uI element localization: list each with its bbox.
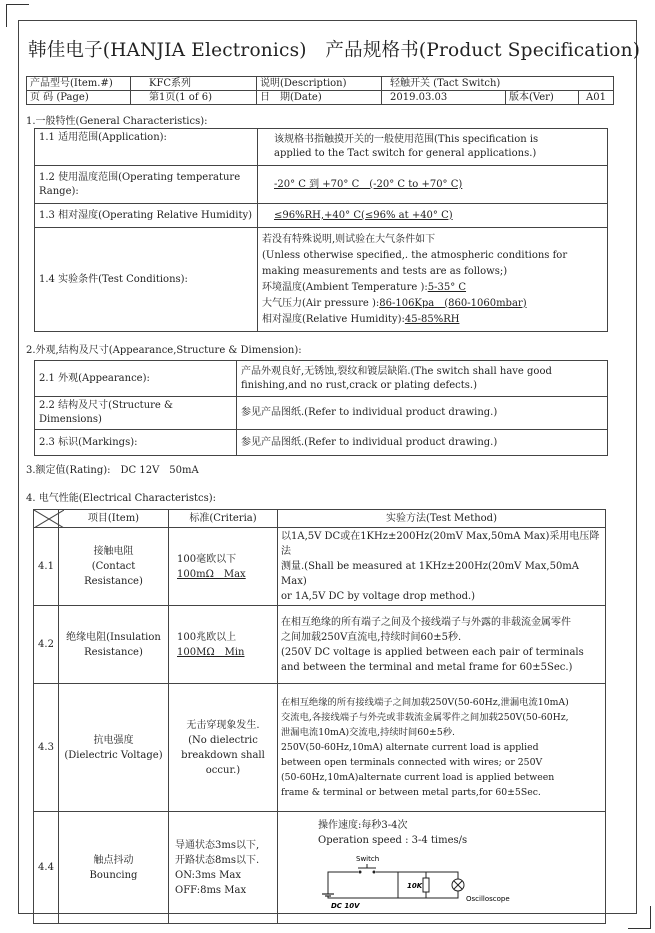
description-value: 轻触开关 (Tact Switch) xyxy=(382,77,614,91)
dielectric-voltage-criteria xyxy=(169,684,278,812)
switch-label: Switch xyxy=(356,855,380,863)
application-label-text: 1.1 适用范围(Application): xyxy=(39,132,167,143)
dielectric-voltage-method xyxy=(278,684,606,812)
contact-resistance-criteria xyxy=(169,528,278,606)
markings-label: 2.3 标识(Markings): xyxy=(35,430,237,456)
oscilloscope-lamp-icon xyxy=(452,879,464,891)
temperature-value-text: -20° C 到 +70° C (-20° C to +70° C) xyxy=(274,178,463,190)
date-label: 日 期(Date) xyxy=(257,91,382,105)
bouncing-method xyxy=(278,812,606,924)
row-4-3-number: 4.3 xyxy=(34,684,59,812)
insulation-resistance-criteria-en: 100MΩ Min xyxy=(177,646,245,658)
dc-voltage-label: DC 10V xyxy=(331,902,360,910)
appearance-value xyxy=(237,361,608,397)
dielectric-voltage-item xyxy=(59,684,169,812)
insulation-method-line4: and between the terminal and metal frame for 60±5Sec.) xyxy=(281,661,573,673)
item-column-header: 项目(Item) xyxy=(59,510,169,528)
test-conditions-value xyxy=(258,228,608,332)
section2-heading: 2.外观,结构及尺寸(Appearance,Structure & Dimension): xyxy=(26,345,302,356)
dielectric-criteria-line2: (No dielectric xyxy=(188,734,258,746)
test-conditions-line1: 若没有特殊说明,则试验在大气条件如下 xyxy=(262,233,436,245)
application-label xyxy=(35,129,258,166)
temperature-label xyxy=(35,166,258,204)
operation-speed-cn: 操作速度:每秒3-4次 xyxy=(318,820,408,831)
dielectric-method-line6: (50-60Hz,10mA)alternate current load is applied between xyxy=(281,772,555,783)
application-line1: 该规格书指触摸开关的一般使用范围(This specification is xyxy=(274,134,539,145)
description-label: 说明(Description) xyxy=(257,77,382,91)
dielectric-method-line2: 交流电,各接线端子与外壳或非载流金属零件之间加载250V(50-60Hz, xyxy=(281,712,569,723)
contact-resistance-criteria-cn: 100毫欧以下 xyxy=(177,553,237,565)
page-label: 页 码 (Page) xyxy=(27,91,131,105)
structure-label: 2.2 结构及尺寸(Structure & Dimensions) xyxy=(35,397,237,430)
dielectric-criteria-line1: 无击穿现象发生. xyxy=(186,719,260,731)
document-title: 韩佳电子(HANJIA Electronics) 产品规格书(Product Specification) xyxy=(28,40,641,61)
appearance-line2: finishing,and no rust,crack or plating defects.) xyxy=(241,379,478,391)
test-conditions-line3: making measurements and tests are as follows;) xyxy=(262,265,508,277)
humidity-label: 1.3 相对湿度(Operating Relative Humidity) xyxy=(35,204,258,228)
version-value: A01 xyxy=(579,91,614,105)
ambient-temperature-label: 环境温度(Ambient Temperature ): xyxy=(262,281,428,293)
operation-speed-en: Operation speed : 3-4 times/s xyxy=(318,835,468,846)
contact-resistance-en: (Contact Resistance) xyxy=(84,561,143,587)
bouncing-criteria-line2: 开路状态8ms以下. xyxy=(175,854,260,866)
section4-heading: 4. 电气性能(Electrical Characteristcs): xyxy=(26,493,217,504)
header-info-table xyxy=(26,76,614,105)
contact-resistance-item xyxy=(59,528,169,606)
rating-heading: 3.额定值(Rating): DC 12V 50mA xyxy=(26,465,199,476)
insulation-resistance-item xyxy=(59,606,169,684)
temperature-value xyxy=(258,166,608,204)
relative-humidity-value: 45-85%RH xyxy=(404,313,460,325)
temperature-label-line1: 1.2 使用温度范围(Operating temperature xyxy=(39,171,241,183)
page-value: 第1页(1 of 6) xyxy=(131,91,257,105)
date-value: 2019.03.03 xyxy=(382,91,506,105)
oscilloscope-label: Oscilloscope xyxy=(466,895,510,903)
insulation-method-line1: 在相互绝缘的所有端子之间及个接线端子与外露的非载流金属零件 xyxy=(281,616,571,628)
dielectric-voltage-cn: 抗电强度 xyxy=(93,734,134,746)
bouncing-en: Bouncing xyxy=(89,869,138,881)
contact-resistance-method-line1: 以1A,5V DC或在1KHz±200Hz(20mV Max,50mA Max)采用电压降法 xyxy=(281,531,600,557)
row-4-2-number: 4.2 xyxy=(34,606,59,684)
structure-value: 参见产品图纸.(Refer to individual product drawing.) xyxy=(237,397,608,430)
ambient-temperature-value: 5-35° C xyxy=(427,281,467,293)
dielectric-method-line5: between open terminals connected with wires; or 250V xyxy=(281,757,543,768)
application-line2: applied to the Tact switch for general applications.) xyxy=(274,148,537,159)
model-value: KFC系列 xyxy=(131,77,257,91)
humidity-value-text: ≤96%RH,+40° C(≤96% at +40° C) xyxy=(274,209,453,221)
dielectric-criteria-line4: occur.) xyxy=(205,764,241,776)
insulation-method-line3: (250V DC voltage is applied between each pair of terminals xyxy=(281,646,584,658)
bouncing-test-circuit-diagram xyxy=(318,850,518,910)
humidity-value xyxy=(258,204,608,228)
contact-resistance-method-line2: 测量.(Shall be measured at 1KHz±200Hz(20mV Max,50mA Max) xyxy=(281,561,580,587)
temperature-label-line2: Range): xyxy=(39,185,79,197)
contact-resistance-method-line3: or 1A,5V DC by voltage drop method.) xyxy=(281,591,476,602)
resistor-label: 10K xyxy=(407,882,423,890)
electrical-characteristics-table xyxy=(33,509,606,924)
bouncing-item xyxy=(59,812,169,924)
markings-value: 参见产品图纸.(Refer to individual product drawing.) xyxy=(237,430,608,456)
switch-icon xyxy=(358,864,376,874)
model-label: 产品型号(Item.#) xyxy=(27,77,131,91)
insulation-resistance-criteria xyxy=(169,606,278,684)
contact-resistance-cn: 接触电阻 xyxy=(93,546,134,557)
appearance-label: 2.1 外观(Appearance): xyxy=(35,361,237,397)
dielectric-method-line7: frame & terminal or between metal parts,for 60±5Sec. xyxy=(281,787,541,798)
bouncing-criteria-line3: ON:3ms Max xyxy=(175,869,241,881)
relative-humidity-label: 相对湿度(Relative Humidity): xyxy=(262,313,405,325)
battery-icon xyxy=(322,894,334,896)
bouncing-cn: 触点抖动 xyxy=(93,854,134,866)
application-value xyxy=(258,129,608,166)
bouncing-criteria-line1: 导通状态3ms以下, xyxy=(175,839,260,851)
insulation-resistance-line2: Resistance) xyxy=(84,646,143,658)
air-pressure-value: 86-106Kpa (860-1060mbar) xyxy=(379,297,527,309)
appearance-table xyxy=(34,360,608,456)
general-characteristics-table xyxy=(34,128,608,332)
dielectric-criteria-line3: breakdown shall xyxy=(181,749,265,761)
relative-humidity xyxy=(262,312,603,328)
dielectric-method-line1: 在相互绝缘的所有接线端子之间加载250V(50-60Hz,泄漏电流10mA) xyxy=(281,697,569,708)
dielectric-method-line4: 250V(50-60Hz,10mA) alternate current load is applied xyxy=(281,742,539,753)
diagonal-cross-icon xyxy=(34,510,64,528)
insulation-resistance-criteria-cn: 100兆欧以上 xyxy=(177,631,237,643)
criteria-column-header: 标准(Criteria) xyxy=(169,510,278,528)
air-pressure-label: 大气压力(Air pressure ): xyxy=(262,297,380,309)
bouncing-criteria-line4: OFF:8ms Max xyxy=(175,884,247,896)
row-4-4-number: 4.4 xyxy=(34,812,59,924)
contact-resistance-criteria-en: 100mΩ Max xyxy=(177,568,246,580)
method-column-header: 实验方法(Test Method) xyxy=(278,510,606,528)
insulation-resistance-method xyxy=(278,606,606,684)
dielectric-voltage-en: (Dielectric Voltage) xyxy=(64,749,163,761)
appearance-line1: 产品外观良好,无锈蚀,裂纹和镀层缺陷.(The switch shall have good xyxy=(241,365,552,377)
test-conditions-line2: (Unless otherwise specified,. the atmospheric conditions for xyxy=(262,249,568,261)
bouncing-criteria xyxy=(169,812,278,924)
row-4-1-number: 4.1 xyxy=(34,528,59,606)
dielectric-method-line3: 泄漏电流10mA)交流电,持续时间60±5秒. xyxy=(281,727,455,738)
ambient-temperature xyxy=(262,280,603,296)
version-label: 版本(Ver) xyxy=(506,91,579,105)
section1-heading: 1.一般特性(General Characteristics): xyxy=(26,116,208,127)
insulation-method-line2: 之间加载250V直流电,持续时间60±5秒. xyxy=(281,631,462,643)
diagonal-header-cell xyxy=(34,510,59,528)
air-pressure xyxy=(262,296,603,312)
insulation-resistance-line1: 绝缘电阻(Insulation xyxy=(66,631,161,643)
resistor-icon xyxy=(423,878,429,892)
contact-resistance-method xyxy=(278,528,606,606)
test-conditions-label: 1.4 实验条件(Test Conditions): xyxy=(35,228,258,332)
